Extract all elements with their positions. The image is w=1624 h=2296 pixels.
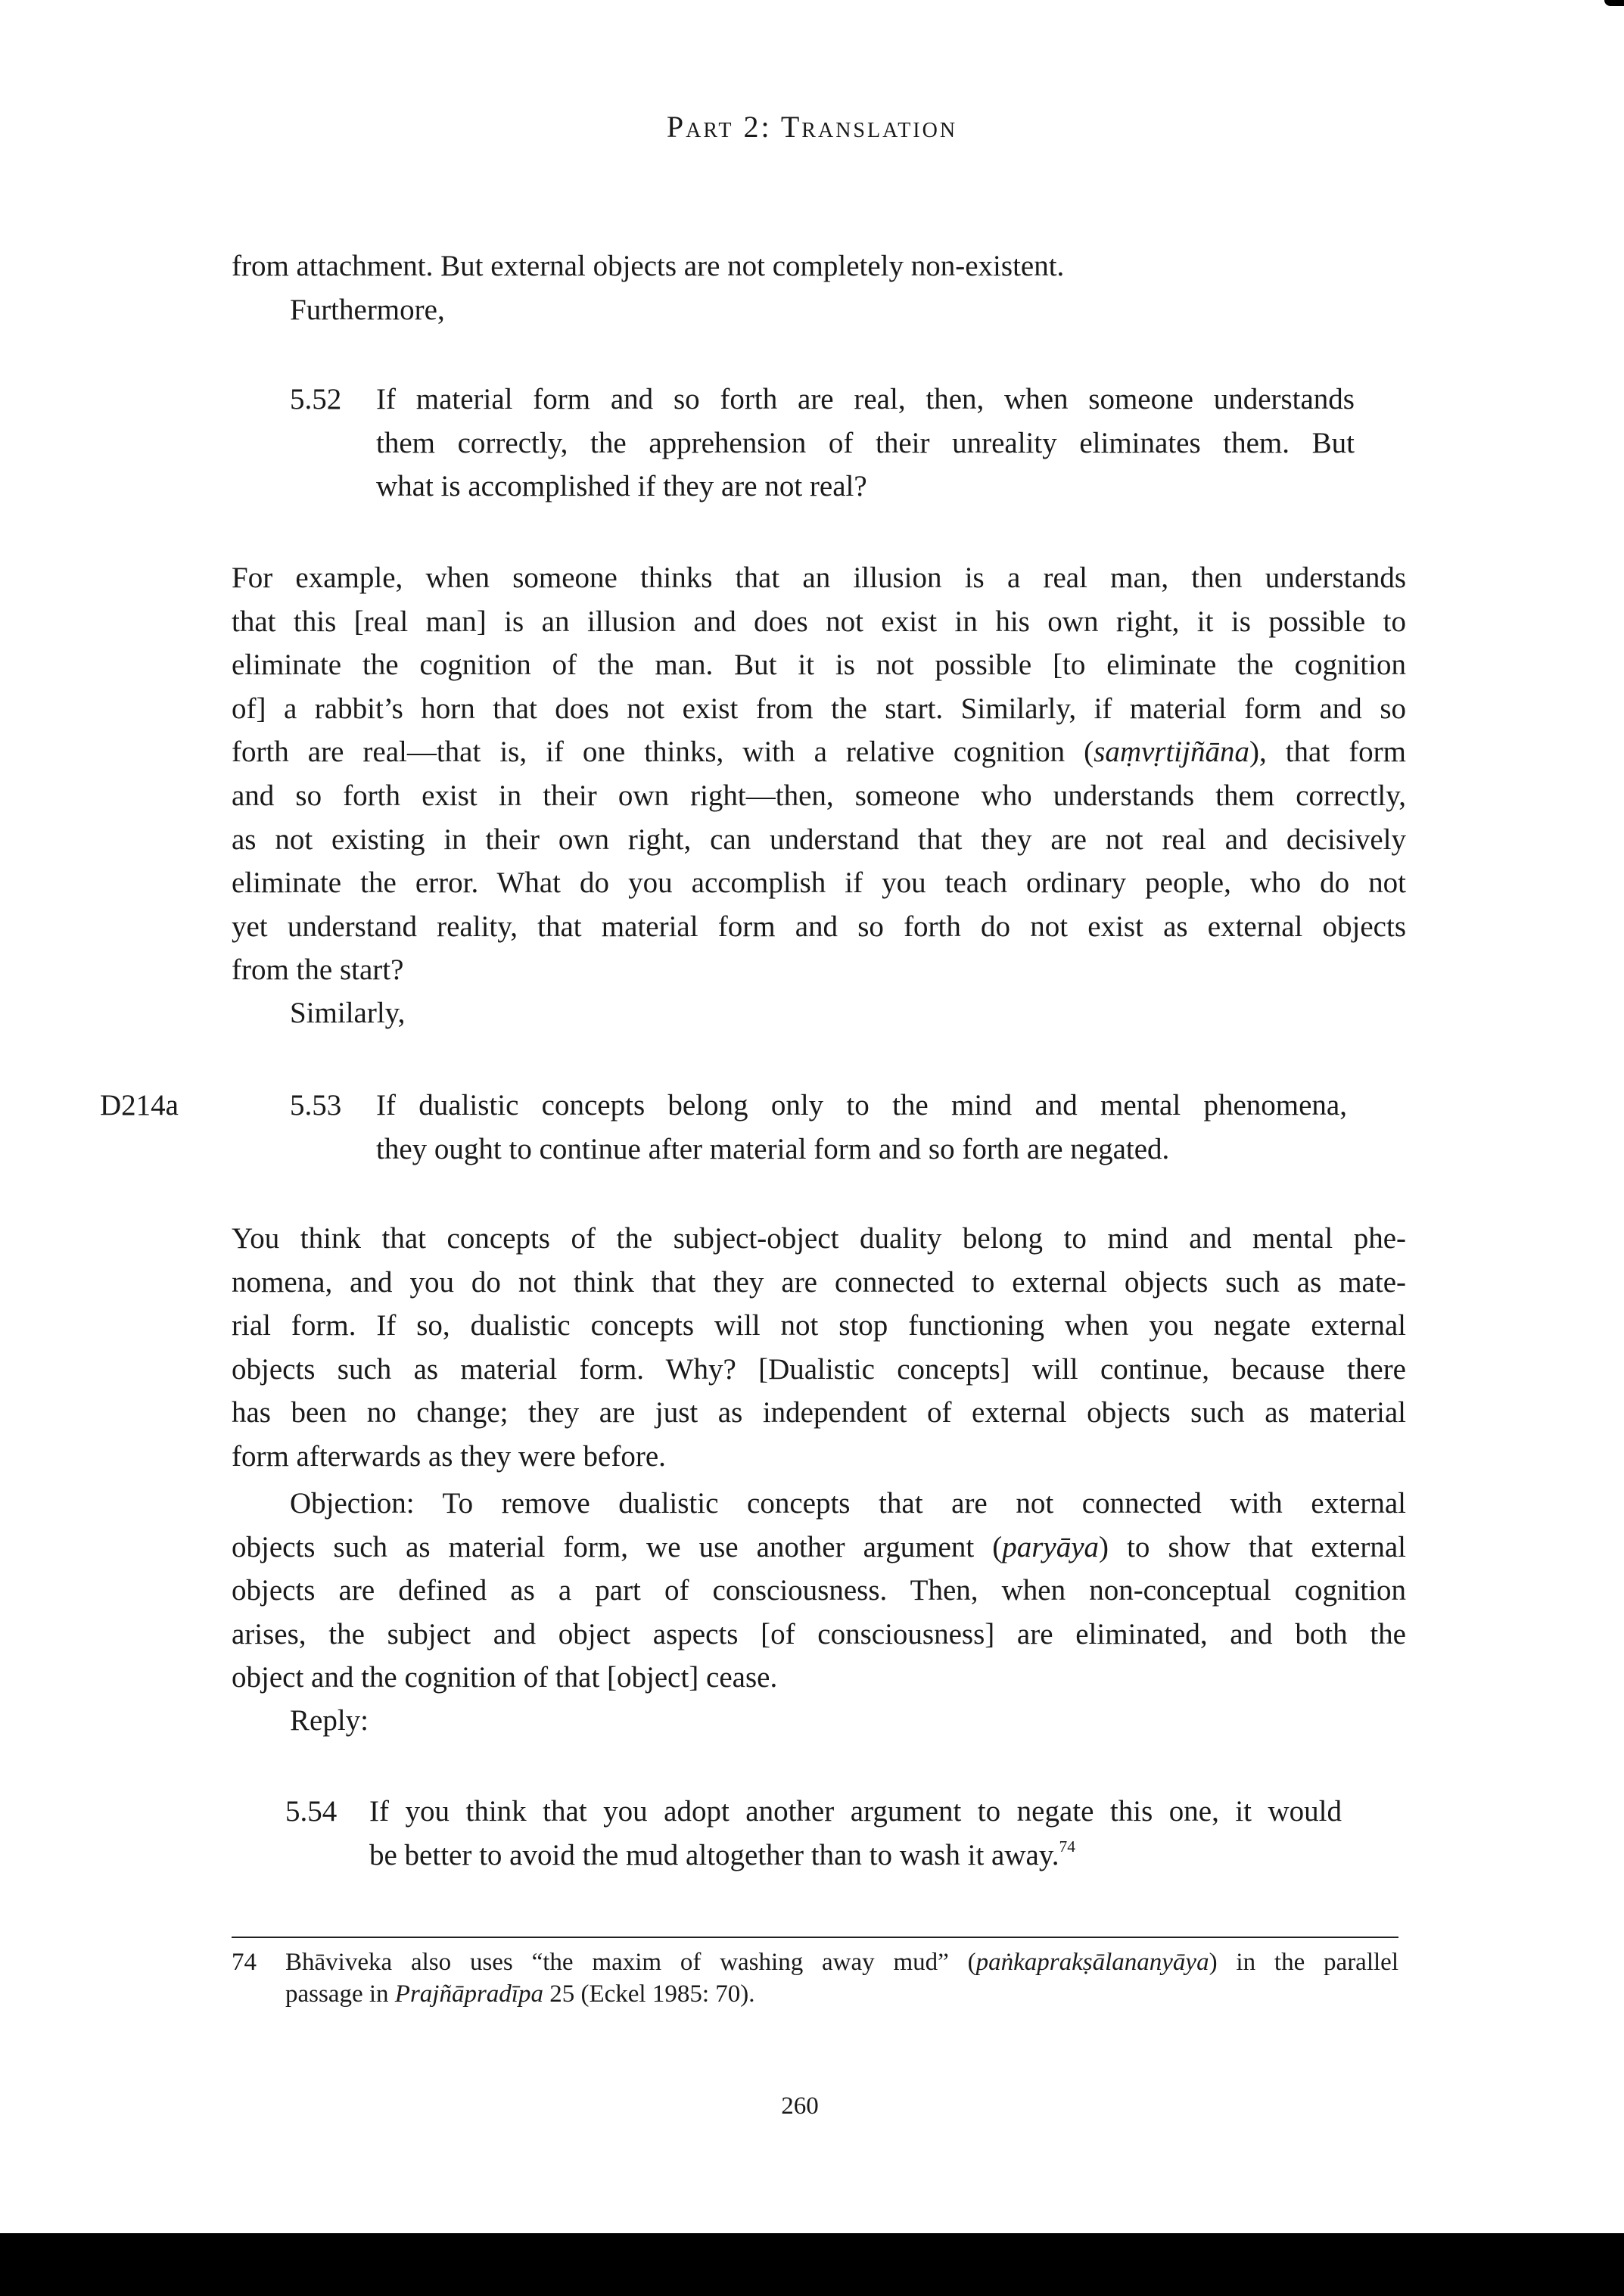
- text-run: ) in the parallel: [1209, 1949, 1398, 1976]
- text-run: Reply:: [290, 1704, 369, 1737]
- text-line: [232, 244, 1406, 288]
- text-line: [290, 991, 1349, 1035]
- paragraph: [290, 288, 1349, 332]
- footnote-text: [285, 1946, 1398, 2010]
- text-line: [232, 730, 1406, 774]
- text-run: objects such as material form. Why? [Dualistic concepts] will continue, because there: [232, 1352, 1406, 1386]
- text-run: from attachment. But external objects are not completely non-existent.: [232, 250, 1065, 282]
- verse-number: 5.53: [290, 1089, 342, 1122]
- text-run: objects are defined as a part of consciousness. Then, when non-conceptual cognition: [232, 1574, 1406, 1607]
- text-line: [232, 905, 1406, 949]
- margin-reference: D214a: [100, 1089, 179, 1122]
- text-run: form afterwards as they were before.: [232, 1439, 666, 1473]
- text-run: If you think that you adopt another argument to negate this one, it would: [369, 1795, 1342, 1828]
- text-run: that this [real man] is an illusion and does not exist in his own right, it is possible to: [232, 605, 1406, 638]
- italic-term: saṃvṛtijñāna: [1094, 736, 1249, 769]
- text-line: [232, 556, 1406, 600]
- footnote-separator: [232, 1937, 1398, 1938]
- text-run: ), that form: [1249, 736, 1406, 769]
- text-run: what is accomplished if they are not real?: [376, 470, 867, 503]
- text-run: Bhāviveka also uses “the maxim of washing away mud” (: [285, 1949, 976, 1976]
- text-line: [369, 1834, 1342, 1878]
- italic-term: paryāya: [1002, 1530, 1100, 1563]
- text-run: object and the cognition of that [object] cease.: [232, 1661, 778, 1694]
- text-line: [232, 1613, 1406, 1657]
- text-run: eliminate the cognition of the man. But it is not possible [to eliminate the cognition: [232, 649, 1406, 682]
- text-line: [232, 1391, 1406, 1435]
- text-run: of] a rabbit’s horn that does not exist from the start. Similarly, if material form and so: [232, 692, 1406, 725]
- text-line: [290, 288, 1349, 332]
- verse-text: [369, 1790, 1342, 1877]
- text-run: Furthermore,: [290, 294, 445, 326]
- footnote-number: 74: [232, 1949, 257, 1976]
- paragraph: [232, 1482, 1406, 1700]
- paragraph: [232, 556, 1406, 992]
- text-run: 25 (Eckel 1985: 70).: [543, 1980, 755, 2008]
- text-run: they ought to continue after material form and so forth are negated.: [376, 1132, 1170, 1165]
- text-run: arises, the subject and object aspects [of consciousness] are eliminated, and both the: [232, 1617, 1406, 1650]
- text-line: [232, 1348, 1406, 1392]
- footnote-ref: 74: [1059, 1837, 1075, 1856]
- text-run: If dualistic concepts belong only to the mind and mental phenomena,: [376, 1089, 1347, 1122]
- text-line: [376, 422, 1355, 465]
- text-line: [232, 1435, 1406, 1479]
- verse-number: 5.54: [285, 1795, 338, 1828]
- text-line: [376, 1128, 1347, 1171]
- text-line: [232, 1304, 1406, 1348]
- paragraph: [232, 244, 1406, 288]
- scan-artifact: [1604, 0, 1624, 6]
- text-line: [232, 687, 1406, 731]
- text-run: from the start?: [232, 954, 404, 987]
- text-line: [232, 774, 1406, 818]
- text-run: Objection: To remove dualistic concepts that are not connected with external: [290, 1487, 1406, 1520]
- text-line: [232, 1217, 1406, 1261]
- text-line: [232, 1656, 1406, 1700]
- scan-border: [0, 2233, 1624, 2296]
- text-line: [285, 1978, 1398, 2010]
- text-run: be better to avoid the mud altogether than to wash it away.: [369, 1838, 1059, 1871]
- text-run: and so forth exist in their own right—then, someone who understands them correctly,: [232, 779, 1406, 812]
- text-line: [232, 1569, 1406, 1613]
- italic-term: paṅkaprakṣālananyāya: [975, 1949, 1209, 1976]
- text-run: ) to show that external: [1099, 1530, 1407, 1563]
- text-line: [232, 818, 1406, 862]
- italic-term: Prajñāpradīpa: [394, 1980, 543, 2008]
- verse-number: 5.52: [290, 383, 342, 415]
- text-run: has been no change; they are just as independent of external objects such as material: [232, 1396, 1406, 1430]
- text-run: them correctly, the apprehension of their unreality eliminates them. But: [376, 426, 1355, 459]
- text-run: Similarly,: [290, 997, 406, 1029]
- text-line: [232, 1261, 1406, 1305]
- text-line: [290, 1699, 1349, 1743]
- text-line: [232, 643, 1406, 687]
- text-run: passage in: [285, 1980, 395, 2008]
- text-line: [376, 378, 1355, 422]
- text-run: You think that concepts of the subject-object duality belong to mind and mental phe-: [232, 1222, 1406, 1255]
- text-run: If material form and so forth are real, then, when someone understands: [376, 383, 1355, 415]
- text-line: [232, 1482, 1406, 1526]
- paragraph: [290, 1699, 1349, 1743]
- text-run: forth are real—that is, if one thinks, with a relative cognition (: [232, 736, 1094, 769]
- text-run: rial form. If so, dualistic concepts will not stop functioning when you negate external: [232, 1309, 1406, 1342]
- text-line: [369, 1790, 1342, 1834]
- text-run: For example, when someone thinks that an illusion is a real man, then understands: [232, 562, 1406, 594]
- text-run: yet understand reality, that material form and so forth do not exist as external objects: [232, 910, 1406, 943]
- paragraph: [290, 991, 1349, 1035]
- text-line: [232, 948, 1406, 992]
- text-run: as not existing in their own right, can understand that they are not real and decisively: [232, 823, 1406, 856]
- text-line: [232, 861, 1406, 905]
- text-run: objects such as material form, we use another argument (: [232, 1530, 1003, 1563]
- verse-text: [376, 1084, 1347, 1171]
- paragraph: [232, 1217, 1406, 1479]
- verse-text: [376, 378, 1355, 509]
- text-line: [376, 1084, 1347, 1128]
- text-line: [376, 465, 1355, 509]
- running-header: Part 2: Translation: [666, 110, 958, 144]
- text-run: eliminate the error. What do you accomplish if you teach ordinary people, who do not: [232, 866, 1406, 900]
- text-line: [232, 1526, 1406, 1570]
- text-run: nomena, and you do not think that they are connected to external objects such as mate-: [232, 1265, 1406, 1299]
- text-line: [285, 1946, 1398, 1978]
- text-line: [232, 600, 1406, 644]
- page-number: 260: [781, 2092, 819, 2120]
